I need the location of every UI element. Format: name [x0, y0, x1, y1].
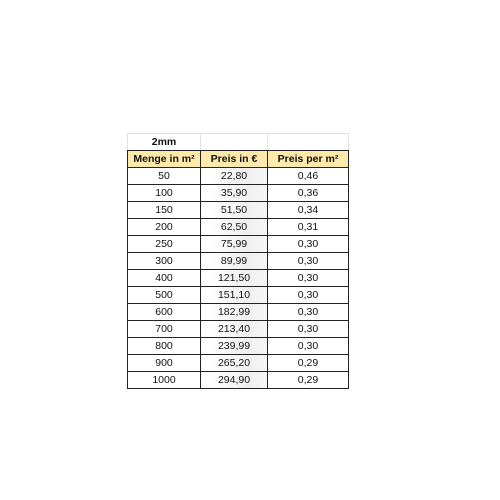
- empty-cell[interactable]: [201, 134, 268, 151]
- table-row: [128, 338, 349, 355]
- table-row: [128, 321, 349, 338]
- cell-preis[interactable]: 265,20: [201, 355, 268, 372]
- cell-menge[interactable]: 900: [128, 355, 201, 372]
- cell-preis-per[interactable]: 0,31: [268, 219, 349, 236]
- cell-preis[interactable]: 89,99: [201, 253, 268, 270]
- cell-preis-per[interactable]: 0,30: [268, 236, 349, 253]
- cell-preis[interactable]: 51,50: [201, 202, 268, 219]
- cell-menge[interactable]: 150: [128, 202, 201, 219]
- cell-menge[interactable]: 300: [128, 253, 201, 270]
- table-row: [128, 270, 349, 287]
- cell-preis-per[interactable]: 0,30: [268, 253, 349, 270]
- price-sheet: [127, 133, 349, 389]
- cell-preis[interactable]: 35,90: [201, 185, 268, 202]
- cell-preis-per[interactable]: 0,30: [268, 287, 349, 304]
- cell-preis[interactable]: 121,50: [201, 270, 268, 287]
- cell-menge[interactable]: 800: [128, 338, 201, 355]
- cell-preis[interactable]: 75,99: [201, 236, 268, 253]
- cell-preis-per[interactable]: 0,30: [268, 338, 349, 355]
- cell-preis[interactable]: 22,80: [201, 168, 268, 185]
- cell-preis[interactable]: 294,90: [201, 372, 268, 389]
- cell-menge[interactable]: 50: [128, 168, 201, 185]
- cell-preis-per[interactable]: 0,30: [268, 321, 349, 338]
- cell-preis-per[interactable]: 0,36: [268, 185, 349, 202]
- header-preis[interactable]: Preis in €: [201, 151, 268, 168]
- cell-preis[interactable]: 182,99: [201, 304, 268, 321]
- table-row: [128, 372, 349, 389]
- cell-menge[interactable]: 100: [128, 185, 201, 202]
- table-row: [128, 236, 349, 253]
- cell-menge[interactable]: 600: [128, 304, 201, 321]
- table-row: [128, 355, 349, 372]
- cell-menge[interactable]: 400: [128, 270, 201, 287]
- table-row: [128, 185, 349, 202]
- cell-preis-per[interactable]: 0,30: [268, 270, 349, 287]
- table-row: [128, 168, 349, 185]
- table-row: [128, 287, 349, 304]
- cell-preis-per[interactable]: 0,46: [268, 168, 349, 185]
- cell-menge[interactable]: 500: [128, 287, 201, 304]
- table-row: [128, 304, 349, 321]
- header-preis-per[interactable]: Preis per m²: [268, 151, 349, 168]
- cell-menge[interactable]: 700: [128, 321, 201, 338]
- table-row: [128, 219, 349, 236]
- cell-preis[interactable]: 239,99: [201, 338, 268, 355]
- header-menge[interactable]: Menge in m²: [128, 151, 201, 168]
- cell-menge[interactable]: 1000: [128, 372, 201, 389]
- empty-cell[interactable]: [268, 134, 349, 151]
- cell-menge[interactable]: 250: [128, 236, 201, 253]
- header-row: [128, 151, 349, 168]
- price-table: [127, 133, 349, 389]
- title-row: [128, 134, 349, 151]
- cell-preis[interactable]: 62,50: [201, 219, 268, 236]
- cell-preis-per[interactable]: 0,29: [268, 372, 349, 389]
- cell-preis-per[interactable]: 0,29: [268, 355, 349, 372]
- table-row: [128, 253, 349, 270]
- table-row: [128, 202, 349, 219]
- cell-preis[interactable]: 213,40: [201, 321, 268, 338]
- cell-preis-per[interactable]: 0,34: [268, 202, 349, 219]
- cell-menge[interactable]: 200: [128, 219, 201, 236]
- cell-preis-per[interactable]: 0,30: [268, 304, 349, 321]
- cell-preis[interactable]: 151,10: [201, 287, 268, 304]
- sheet-title[interactable]: 2mm: [128, 134, 201, 151]
